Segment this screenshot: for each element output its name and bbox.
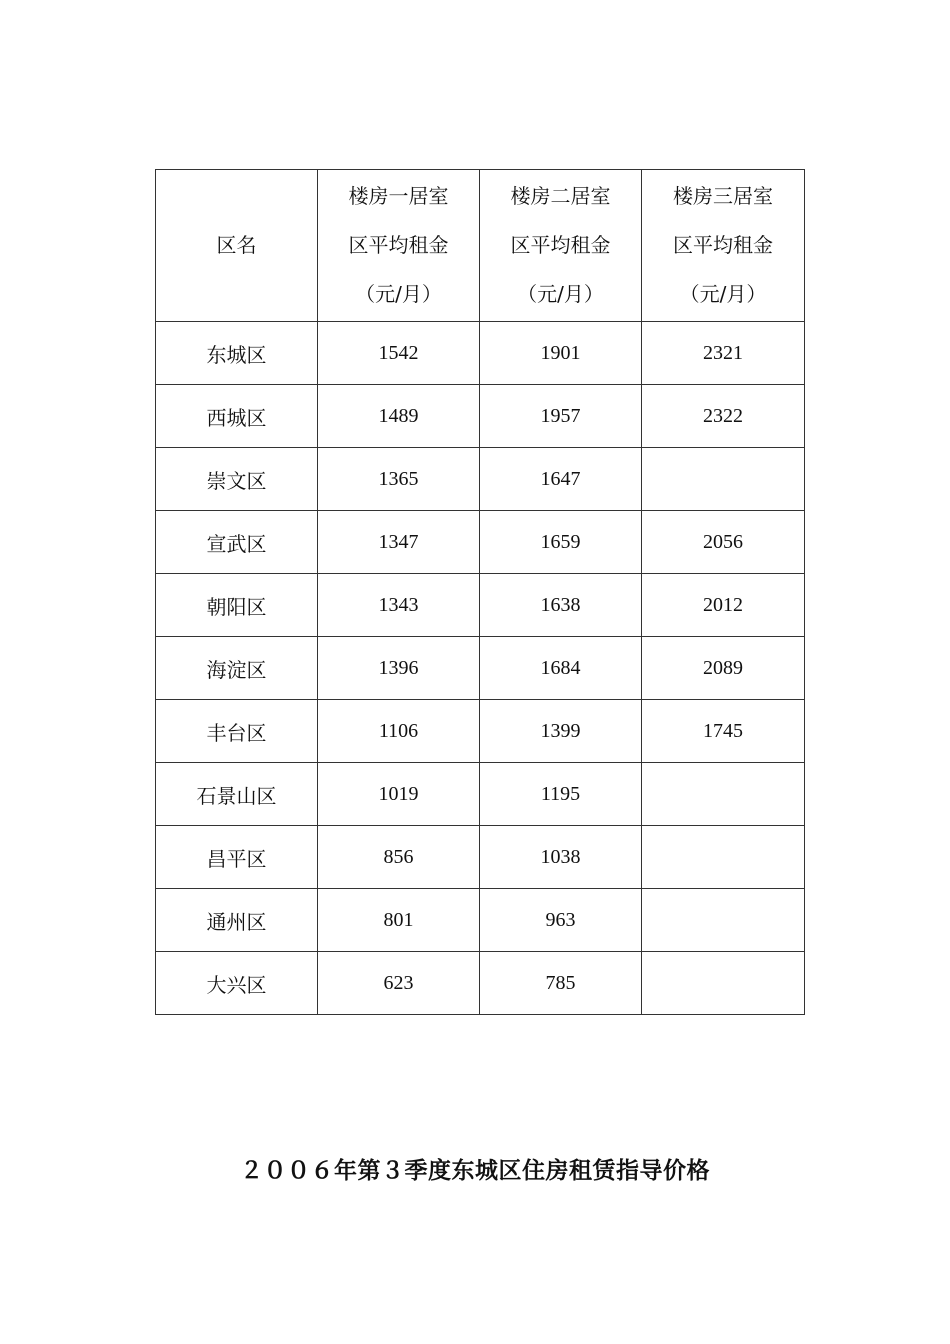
district-cell: 石景山区 (156, 763, 318, 826)
district-cell: 崇文区 (156, 448, 318, 511)
one-bedroom-rent: 1019 (318, 763, 480, 826)
header-one-bedroom (318, 170, 480, 322)
one-bedroom-rent: 1347 (318, 511, 480, 574)
table-row (156, 952, 805, 1015)
two-bedroom-rent: 1957 (480, 385, 642, 448)
rent-price-table (155, 169, 805, 1015)
header-line: 区平均租金 (510, 233, 611, 257)
two-bedroom-rent: 1038 (480, 826, 642, 889)
table-row (156, 511, 805, 574)
one-bedroom-rent: 1365 (318, 448, 480, 511)
table-row (156, 826, 805, 889)
header-line: （元/月） (355, 282, 442, 306)
three-bedroom-rent: 2056 (642, 511, 805, 574)
two-bedroom-rent: 1195 (480, 763, 642, 826)
header-line: 楼房三居室 (673, 184, 773, 208)
table-header-row (156, 170, 805, 322)
header-line: 楼房一居室 (348, 184, 449, 208)
one-bedroom-rent: 801 (318, 889, 480, 952)
table-row (156, 574, 805, 637)
table-row (156, 637, 805, 700)
district-cell: 大兴区 (156, 952, 318, 1015)
document-title: ２００６年第３季度东城区住房租赁指导价格 (240, 1158, 710, 1184)
one-bedroom-rent: 623 (318, 952, 480, 1015)
header-line: （元/月） (517, 282, 604, 306)
three-bedroom-rent: 2322 (642, 385, 805, 448)
header-line: 楼房二居室 (510, 184, 611, 208)
table-row (156, 322, 805, 385)
table-row (156, 448, 805, 511)
header-three-bedroom (642, 170, 805, 322)
three-bedroom-rent: 2012 (642, 574, 805, 637)
district-cell: 西城区 (156, 385, 318, 448)
two-bedroom-rent: 1638 (480, 574, 642, 637)
three-bedroom-rent (642, 763, 805, 826)
table-row (156, 763, 805, 826)
two-bedroom-rent: 963 (480, 889, 642, 952)
district-cell: 宣武区 (156, 511, 318, 574)
district-cell: 朝阳区 (156, 574, 318, 637)
header-line: 区平均租金 (673, 233, 773, 257)
district-cell: 东城区 (156, 322, 318, 385)
two-bedroom-rent: 1647 (480, 448, 642, 511)
table-row (156, 889, 805, 952)
district-cell: 通州区 (156, 889, 318, 952)
three-bedroom-rent (642, 826, 805, 889)
one-bedroom-rent: 856 (318, 826, 480, 889)
district-cell: 海淀区 (156, 637, 318, 700)
one-bedroom-rent: 1542 (318, 322, 480, 385)
header-two-bedroom (480, 170, 642, 322)
two-bedroom-rent: 1659 (480, 511, 642, 574)
three-bedroom-rent: 2321 (642, 322, 805, 385)
district-cell: 昌平区 (156, 826, 318, 889)
two-bedroom-rent: 1399 (480, 700, 642, 763)
header-line: 区平均租金 (348, 233, 449, 257)
header-line: （元/月） (679, 282, 767, 306)
two-bedroom-rent: 1901 (480, 322, 642, 385)
three-bedroom-rent: 1745 (642, 700, 805, 763)
one-bedroom-rent: 1396 (318, 637, 480, 700)
three-bedroom-rent (642, 448, 805, 511)
one-bedroom-rent: 1106 (318, 700, 480, 763)
header-district (156, 170, 318, 322)
three-bedroom-rent: 2089 (642, 637, 805, 700)
table-row (156, 700, 805, 763)
header-line: 区名 (216, 233, 257, 257)
one-bedroom-rent: 1489 (318, 385, 480, 448)
two-bedroom-rent: 1684 (480, 637, 642, 700)
one-bedroom-rent: 1343 (318, 574, 480, 637)
two-bedroom-rent: 785 (480, 952, 642, 1015)
three-bedroom-rent (642, 889, 805, 952)
table-row (156, 385, 805, 448)
district-cell: 丰台区 (156, 700, 318, 763)
three-bedroom-rent (642, 952, 805, 1015)
